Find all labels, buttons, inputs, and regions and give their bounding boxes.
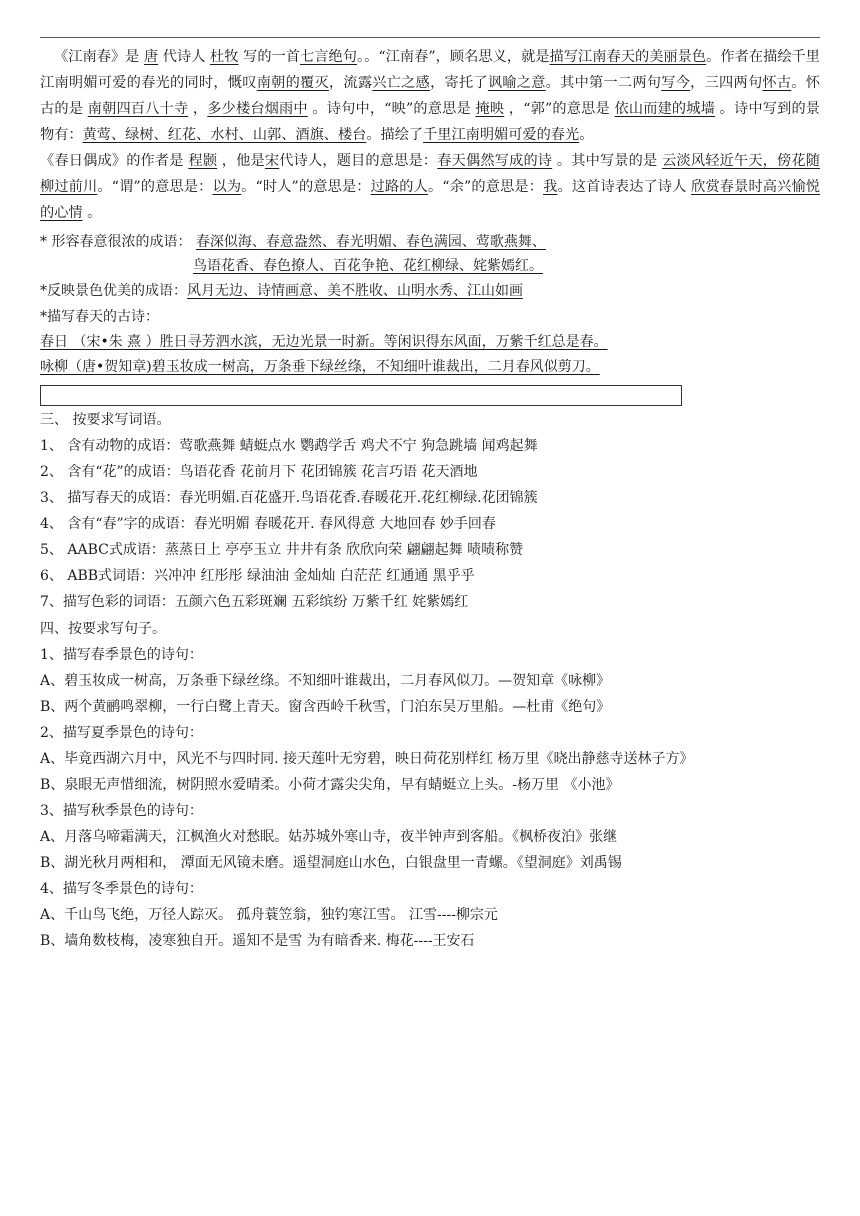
answer: 怀古 <box>762 75 792 91</box>
section4-line: A、碧玉妆成一树高，万条垂下绿丝绦。不知细叶谁裁出，二月春风似刀。—贺知章《咏柳》 <box>40 673 611 689</box>
text: ，寄托了 <box>430 75 488 91</box>
section3-item: 1、 含有动物的成语：莺歌燕舞 蜻蜓点水 鹦鹉学舌 鸡犬不宁 狗急跳墙 闻鸡起舞 <box>40 438 538 454</box>
section3-item: 4、 含有“春”字的成语：春光明媚 春暖花开. 春风得意 大地回春 妙手回春 <box>40 516 496 532</box>
text: 《江南春》是 <box>54 49 144 65</box>
text: 。这首诗表达了诗人 <box>557 179 692 195</box>
text: ， <box>188 101 208 117</box>
top-rule <box>40 37 820 38</box>
section3-item: 7、描写色彩的词语：五颜六色五彩斑斓 五彩缤纷 万紫千红 姹紫嫣红 <box>40 594 469 610</box>
answer: 欣赏春景时高兴愉悦的心情 <box>40 179 820 221</box>
answer: 描写江南春天的美丽景色 <box>549 49 707 65</box>
text: 。诗句中，“映”的意思是 <box>307 101 476 117</box>
section3-item: 3、 描写春天的成语：春光明媚.百花盛开.鸟语花香.春暖花开.花红柳绿.花团锦簇 <box>40 490 538 506</box>
text: ，三四两句 <box>690 75 763 91</box>
text: 《春日偶成》的作者是 <box>40 153 189 169</box>
text: ，流露 <box>328 75 373 91</box>
section4-line: B、两个黄鹂鸣翠柳，一行白鹭上青天。窗含西岭千秋雪，门泊东吴万里船。—杜甫《绝句》 <box>40 699 611 715</box>
section3-item: 2、 含有“花”的成语：鸟语花香 花前月下 花团锦簇 花言巧语 花天酒地 <box>40 464 478 480</box>
answer: 南朝四百八十寺 <box>87 101 189 117</box>
text: 。“谓”的意思是： <box>97 179 213 195</box>
text: 。其中第一二两句 <box>545 75 662 91</box>
answer: 春深似海、春意盎然、春光明媚、春色满园、莺歌燕舞、 <box>195 234 546 250</box>
text: 。 <box>82 205 102 221</box>
section4-title: 四、按要求写句子。 <box>40 621 166 637</box>
answer: 宋 <box>264 153 280 169</box>
section4-line: A、千山鸟飞绝，万径人踪灭。 孤舟蓑笠翁，独钓寒江雪。 江雪----柳宗元 <box>40 907 498 923</box>
answer: 讽喻之意 <box>487 75 546 91</box>
label: *反映景色优美的成语： <box>40 283 187 299</box>
text: 。“余”的意思是： <box>427 179 544 195</box>
answer: 依山而建的城墙 <box>614 101 715 117</box>
label: * 形容春意很浓的成语： <box>40 234 192 250</box>
blank-box <box>40 385 682 406</box>
answer: 千里江南明媚可爱的春光 <box>423 127 580 143</box>
section4-line: B、湖光秋月两相和， 潭面无风镜未磨。遥望洞庭山水色，白银盘里一青螺。《望洞庭》刘禹锡 <box>40 855 622 871</box>
text: 。怀古的是 <box>40 75 820 117</box>
text: 代诗人，题目的意思是： <box>279 153 438 169</box>
answer: 兴亡之感 <box>372 75 431 91</box>
text: 。“时人”的意思是： <box>241 179 371 195</box>
section4-line: 2、描写夏季景色的诗句： <box>40 725 203 741</box>
idioms-scenery <box>40 281 830 301</box>
answer: 程颢 <box>188 153 218 169</box>
answer: 风月无边、诗情画意、美不胜收、山明水秀、江山如画 <box>187 283 523 299</box>
text: ，他是 <box>217 153 265 169</box>
section4-line: 3、描写秋季景色的诗句： <box>40 803 203 819</box>
text: 写的一首 <box>238 49 301 65</box>
poem-yongliu <box>40 357 830 377</box>
text: 。 <box>579 127 594 143</box>
poem-chunri <box>40 332 830 352</box>
text: 。。“江南春”，顾名思义，就是 <box>356 49 550 65</box>
paragraph-jiangnanchun <box>40 44 820 148</box>
section4-line: B、泉眼无声惜细流，树阴照水爱晴柔。小荷才露尖尖角，早有蜻蜓立上头。-杨万里 《小池》 <box>40 777 620 793</box>
poems-label: *描写春天的古诗： <box>40 309 159 325</box>
section4-line: 4、描写冬季景色的诗句： <box>40 881 203 897</box>
answer: 黄莺、绿树、红花、水村、山郭、酒旗、楼台 <box>82 127 367 143</box>
text: 。作者在描绘千里江南明媚可爱的春光的同时，慨叹 <box>40 49 820 91</box>
answer: 春天偶然写成的诗 <box>437 153 553 169</box>
text: 代诗人 <box>158 49 211 65</box>
answer: 我 <box>543 179 558 195</box>
text: 。描绘了 <box>366 127 424 143</box>
answer: 唐 <box>143 49 159 65</box>
text: 。其中写景的是 <box>552 153 663 169</box>
answer: 南朝的覆灭 <box>256 75 329 91</box>
answer: 杜牧 <box>210 49 239 65</box>
section3-title: 三、 按要求写词语。 <box>40 412 171 428</box>
answer: 云淡风轻近午天，傍花随柳过前川 <box>40 153 820 195</box>
answer: 过路的人 <box>370 179 428 195</box>
answer: 掩映 <box>475 101 505 117</box>
text: 。诗中写到的景物有： <box>40 101 820 143</box>
section4-line: A、毕竟西湖六月中，风光不与四时同. 接天莲叶无穷碧，映日荷花别样红 杨万里《晓出静慈寺送林子方》 <box>40 751 694 767</box>
answer: 咏柳（唐•贺知章)碧玉妆成一树高，万条垂下绿丝绦，不知细叶谁裁出，二月春风似剪刀。 <box>40 359 600 375</box>
idioms-rich-line1 <box>40 232 830 252</box>
answer: 春日 （宋•朱 熹 ）胜日寻芳泗水滨，无边光景一时新。等闲识得东风面，万紫千红总是春。 <box>40 334 608 350</box>
answer: 写今 <box>661 75 691 91</box>
section3-item: 6、 ABB式词语：兴冲冲 红彤彤 绿油油 金灿灿 白茫茫 红通通 黑乎乎 <box>40 568 475 584</box>
section4-line: B、墙角数枝梅，凌寒独自开。遥知不是雪 为有暗香来. 梅花----王安石 <box>40 933 475 949</box>
paragraph-chunriouchen <box>40 148 820 226</box>
section3-item: 5、 AABC式成语：蒸蒸日上 亭亭玉立 井井有条 欣欣向荣 翩翩起舞 啧啧称赞 <box>40 542 524 558</box>
answer: 多少楼台烟雨中 <box>207 101 308 117</box>
idioms-rich-line2 <box>40 256 860 276</box>
answer: 鸟语花香、春色撩人、百花争艳、花红柳绿、姹紫嫣红。 <box>193 258 543 274</box>
section4-line: A、月落乌啼霜满天，江枫渔火对愁眠。姑苏城外寒山寺，夜半钟声到客船。《枫桥夜泊》张继 <box>40 829 618 845</box>
answer: 以为 <box>212 179 242 195</box>
section4-line: 1、描写春季景色的诗句： <box>40 647 203 663</box>
text: ，“郭”的意思是 <box>504 101 615 117</box>
answer: 七言绝句 <box>300 49 357 65</box>
